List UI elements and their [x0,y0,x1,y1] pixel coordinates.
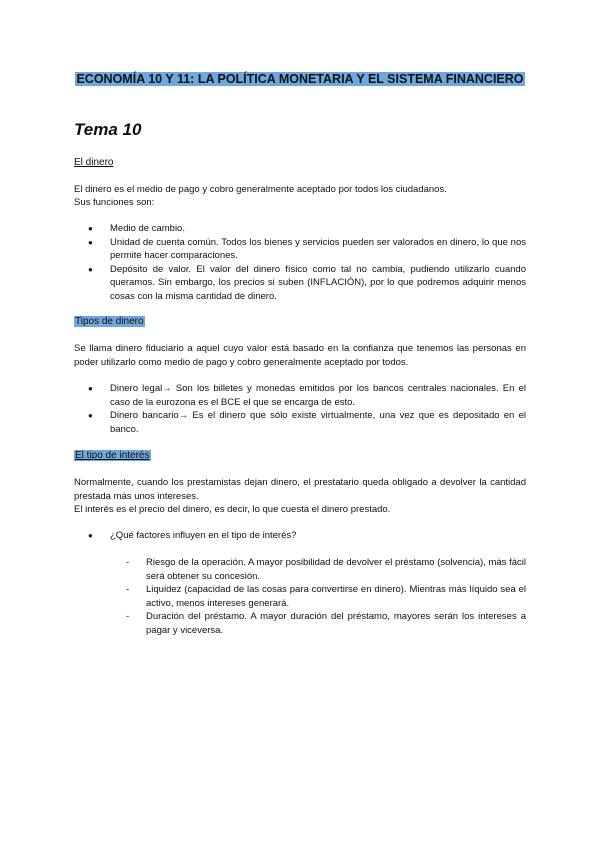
list-item: - Duración del préstamo. A mayor duración del préstamo, mayores serán los intereses a pagar y viceversa. [126,611,526,636]
bullet-icon: ● [88,237,93,247]
bullet-icon: ● [88,411,93,420]
section-heading-tipos: Tipos de dinero [75,316,144,327]
dash-icon: - [126,557,130,568]
bullet-icon: ● [88,224,93,233]
document-title: ECONOMÍA 10 Y 11: LA POLÍTICA MONETARIA Y EL SISTEMA FINANCIERO [76,72,524,86]
interes-factors-list [74,556,526,637]
tipos-list [74,382,526,436]
bullet-icon: ● [88,384,93,393]
interes-intro: Normalmente, cuando los prestamistas dejan dinero, el prestatario queda obligado a devolver la cantidad prestada más unos intereses. [74,477,526,502]
list-item: ● Unidad de cuenta común. Todos los bienes y servicios pueden ser valorados en dinero, lo que nos permite hacer comparaciones. [88,236,526,261]
document-title-wrap [70,70,530,88]
list-item: ● Dinero legal→ Son los billetes y monedas emitidos por los bancos centrales nacionales. En el caso de la eurozona es el BCE el que se encarga de esto. [88,383,526,408]
bullet-icon: ● [88,531,93,540]
list-item: - Liquidez (capacidad de las cosas para convertirse en dinero). Mientras más líquido sea el activo, menos intereses generará. [126,584,526,609]
interes-intro-2: El interés es el precio del dinero, es decir, lo que cuesta el dinero prestado. [74,504,391,515]
dinero-intro: El dinero es el medio de pago y cobro generalmente aceptado por todos los ciudadanos. [74,184,447,195]
section-heading-dinero: El dinero [74,157,114,168]
bullet-icon: ● [88,264,93,274]
list-item: ● Depósito de valor. El valor del dinero físico como tal no cambia, pudiendo utilizarlo cuando queramos. Sin embargo, los precios si suben (INFLACIÓN), por lo que podremos adquirir menos cosas con la misma cantidad de dinero. [88,263,526,302]
tema-heading: Tema 10 [74,120,142,139]
dinero-functions-list [74,222,526,303]
list-item: ● ¿Qué factores influyen en el tipo de interés? [88,530,297,541]
section-heading-interes: El tipo de interés [75,450,150,461]
dash-icon: - [126,584,130,595]
list-item: - Riesgo de la operación. A mayor posibilidad de devolver el préstamo (solvencia), más fácil será obtener su concesión. [126,557,526,582]
tipos-intro: Se llama dinero fiduciario a aquel cuyo valor está basado en la confianza que tenemos las personas en poder utilizarlo como medio de pago y cobro generalmente aceptado por todos. [74,343,526,368]
list-item: ● Dinero bancario→ Es el dinero que sólo existe virtualmente, una vez que es depositado en el banco. [88,410,526,435]
list-item: ● Medio de cambio. [88,223,185,234]
dinero-funciones: Sus funciones son: [74,197,155,208]
interes-question-list [74,529,526,543]
dash-icon: - [126,611,130,622]
